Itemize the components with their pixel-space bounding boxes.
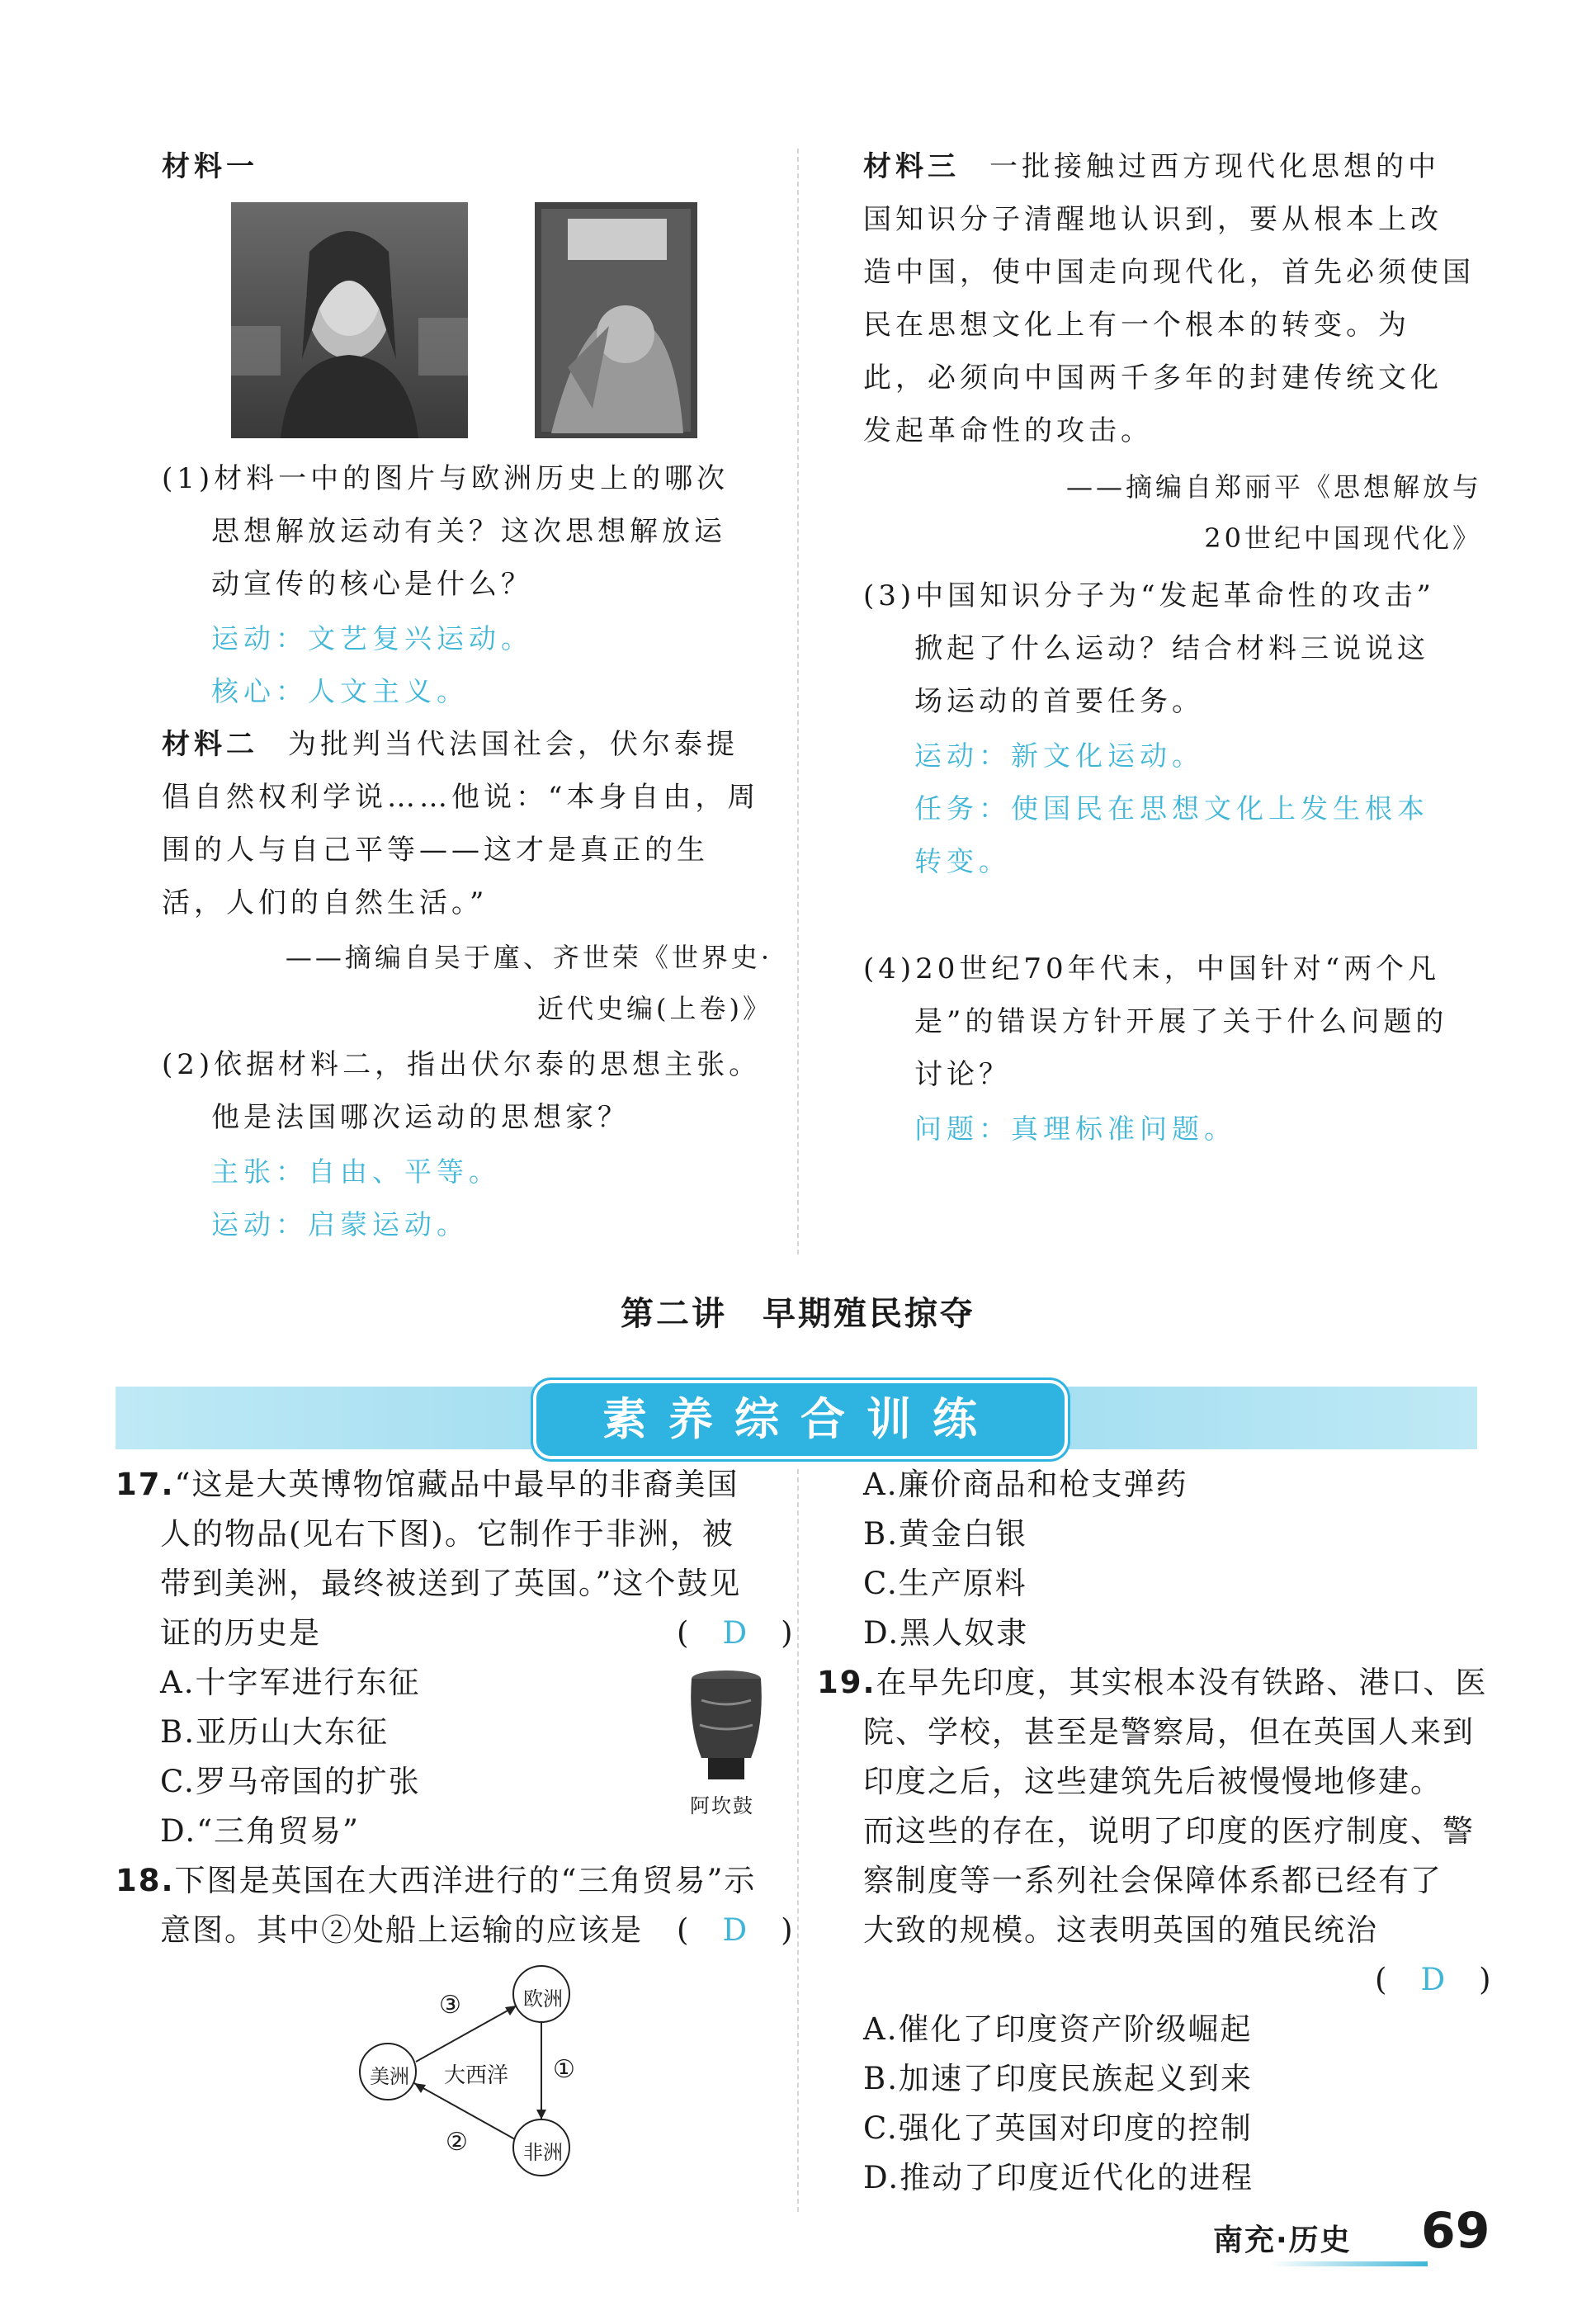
page-number: 69 [1421, 2202, 1490, 2260]
q4-answer-1: 问题：真理标准问题。 [914, 1113, 1236, 1145]
material-1-title: 材料一 [162, 150, 258, 183]
q19-line-3: 印度之后，这些建筑先后被慢慢地修建。 [863, 1764, 1443, 1799]
q4-line-1: (4)20世纪70年代末，中国针对“两个凡 [863, 952, 1441, 985]
material-3-line-3: 造中国，使中国走向现代化，首先必须使国 [863, 256, 1475, 289]
footer-label: 南充·历史 [1213, 2223, 1352, 2257]
column-divider [797, 149, 799, 1255]
q3-answer-2: 任务：使国民在思想文化上发生根本 [914, 792, 1429, 825]
section-title: 第二讲 早期殖民掠夺 [621, 1295, 975, 1333]
material-2-line-2: 倡自然权利学说……他说：“本身自由，周 [162, 781, 760, 814]
material-2-title: 材料二 [162, 728, 258, 761]
q18-option-a: A.廉价商品和枪支弹药 [863, 1467, 1188, 1502]
q3-answer-3: 转变。 [914, 845, 1011, 877]
material-2-line-4: 活，人们的自然生活。” [162, 886, 489, 919]
ocean-label: 大西洋 [444, 2063, 509, 2088]
q2-answer-1: 主张：自由、平等。 [211, 1155, 501, 1188]
akan-drum-image [685, 1667, 767, 1783]
q19-answer: D [1420, 1962, 1447, 1997]
q17-answer: D [722, 1615, 749, 1651]
akan-drum-caption: 阿坎鼓 [690, 1794, 754, 1817]
material-3-line-4: 民在思想文化上有一个根本的转变。为 [863, 309, 1410, 342]
column-divider-lower [797, 1469, 799, 2212]
q18-line-2: 意图。其中②处船上运输的应该是 [160, 1912, 643, 1948]
q19-line-4: 而这些的存在，说明了印度的医疗制度、警 [863, 1813, 1475, 1849]
q19-line-2: 院、学校，甚至是警察局，但在英国人来到 [863, 1714, 1475, 1750]
triangle-trade-diagram [347, 1964, 611, 2179]
q2-line-1: (2)依据材料二，指出伏尔泰的思想主张。 [162, 1048, 762, 1081]
material-3-source-1: ——摘编自郑丽平《思想解放与 [1065, 471, 1482, 503]
q1-answer-2: 核心：人文主义。 [211, 675, 469, 707]
q19-number: 19. [817, 1665, 876, 1700]
q17-line-3: 带到美洲，最终被送到了英国。”这个鼓见 [160, 1566, 742, 1601]
q1-line-2: 思想解放运动有关？这次思想解放运 [211, 515, 726, 548]
route-2-label: ② [446, 2128, 468, 2157]
q19-option-d: D.推动了印度近代化的进程 [863, 2160, 1254, 2195]
node-europe: 欧洲 [523, 1987, 563, 2011]
q17-answer-bracket: ( D ) [677, 1615, 795, 1651]
q18-number: 18. [116, 1863, 175, 1898]
route-3-label: ③ [439, 1991, 461, 2020]
q1-line-1: (1)材料一中的图片与欧洲历史上的哪次 [162, 462, 730, 495]
node-africa: 非洲 [523, 2141, 563, 2164]
q17-option-c: C.罗马帝国的扩张 [160, 1764, 421, 1799]
material-3-line-2: 国知识分子清醒地认识到，要从根本上改 [863, 203, 1443, 236]
mona-lisa-image [231, 202, 468, 438]
q17-number: 17. [116, 1467, 175, 1502]
q19-option-a: A.催化了印度资产阶级崛起 [863, 2011, 1253, 2047]
node-america: 美洲 [370, 2065, 409, 2088]
material-2-line-3: 围的人与自己平等——这才是真正的生 [162, 834, 709, 867]
route-1-label: ① [553, 2055, 575, 2084]
q19-option-b: B.加速了印度民族起义到来 [863, 2061, 1253, 2096]
banner-title: 素养综合训练 [533, 1380, 1068, 1459]
q1-line-3: 动宣传的核心是什么？ [211, 568, 533, 601]
q19-line-1: 在早先印度，其实根本没有铁路、港口、医 [876, 1665, 1488, 1700]
material-3-line-1: 一批接触过西方现代化思想的中 [989, 150, 1440, 183]
footer-accent-line [1271, 2261, 1428, 2266]
material-2-source-1: ——摘编自吴于廑、齐世荣《世界史· [285, 942, 772, 973]
q19-answer-bracket: ( D ) [1375, 1962, 1493, 1997]
q17-line-1: “这是大英博物馆藏品中最早的非裔美国 [174, 1467, 739, 1502]
q2-answer-2: 运动：启蒙运动。 [211, 1208, 469, 1240]
q17-option-a: A.十字军进行东征 [160, 1665, 421, 1700]
q18-option-c: C.生产原料 [863, 1566, 1027, 1601]
q17-option-d: D.“三角贸易” [160, 1813, 360, 1849]
q18-line-1: 下图是英国在大西洋进行的“三角贸易”示 [174, 1863, 757, 1898]
q17-line-4: 证的历史是 [160, 1615, 321, 1651]
q2-line-2: 他是法国哪次运动的思想家？ [211, 1101, 630, 1134]
material-3-line-5: 此，必须向中国两千多年的封建传统文化 [863, 361, 1443, 395]
q17-option-b: B.亚历山大东征 [160, 1714, 389, 1750]
divine-comedy-image [535, 202, 697, 438]
q4-line-2: 是”的错误方针开展了关于什么问题的 [914, 1005, 1448, 1038]
material-2-line-1: 为批判当代法国社会，伏尔泰提 [288, 728, 739, 761]
q18-option-d: D.黑人奴隶 [863, 1615, 1029, 1651]
material-3-line-6: 发起革命性的攻击。 [863, 414, 1153, 447]
q17-line-2: 人的物品(见右下图)。它制作于非洲，被 [160, 1516, 734, 1552]
q3-line-1: (3)中国知识分子为“发起革命性的攻击” [863, 579, 1435, 612]
q3-line-2: 掀起了什么运动？结合材料三说说这 [914, 632, 1429, 665]
q19-line-5: 察制度等一系列社会保障体系都已经有了 [863, 1863, 1443, 1898]
material-2-source-2: 近代史编(上卷)》 [537, 993, 772, 1024]
q18-answer-bracket: ( D ) [677, 1912, 795, 1948]
material-3-title: 材料三 [863, 150, 960, 183]
q3-answer-1: 运动：新文化运动。 [914, 740, 1204, 772]
q19-option-c: C.强化了英国对印度的控制 [863, 2110, 1253, 2146]
q18-answer: D [722, 1912, 749, 1948]
q19-line-6: 大致的规模。这表明英国的殖民统治 [863, 1912, 1378, 1948]
material-3-source-2: 20世纪中国现代化》 [1204, 522, 1482, 554]
q4-line-3: 讨论？ [914, 1058, 1011, 1091]
q1-answer-1: 运动：文艺复兴运动。 [211, 622, 533, 654]
q3-line-3: 场运动的首要任务。 [914, 685, 1204, 718]
q18-option-b: B.黄金白银 [863, 1516, 1027, 1552]
